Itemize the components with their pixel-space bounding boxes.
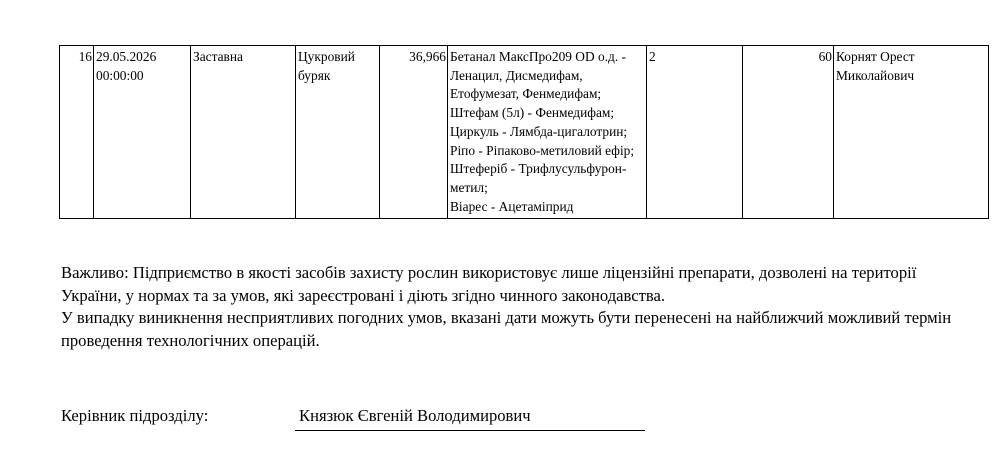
- row-operation: Заставна: [191, 46, 296, 219]
- preparation-item: Штеферіб - Трифлусульфурон-метил;: [450, 161, 627, 195]
- preparation-item: Віарес - Ацетаміприд: [450, 198, 574, 214]
- row-value: 60: [743, 46, 834, 219]
- preparation-item: Штефам (5л) - Фенмедифам;: [450, 105, 615, 121]
- row-treatment-count: 2: [647, 46, 743, 219]
- row-date-cell: [94, 46, 191, 219]
- row-date: 29.05.2026: [96, 49, 157, 64]
- notice-paragraph-weather: У випадку виникнення несприятливих погодних умов, вказані дати можуть бути перенесені на найближчий можливий термін проведення технологічних операцій.: [61, 308, 952, 350]
- signature-name: Князюк Євгеній Володимирович: [299, 406, 531, 425]
- signature-line: [295, 405, 645, 431]
- row-preparations: [448, 46, 647, 219]
- row-responsible: Корнят Орест Миколайович: [834, 46, 989, 219]
- row-area: 36,966: [380, 46, 448, 219]
- important-notice: [61, 262, 961, 352]
- operations-table: [59, 45, 989, 219]
- row-time: 00:00:00: [96, 67, 144, 83]
- signature-label: Керівник підрозділу:: [61, 406, 209, 425]
- preparation-item: Бетанал МаксПро209 OD о.д. - Ленацил, Дисмедифам, Етофумезат, Фенмедифам;: [450, 49, 627, 102]
- preparation-item: Ріпо - Ріпаково-метиловий ефір;: [450, 142, 635, 158]
- preparation-item: Циркуль - Лямбда-цигалотрин;: [450, 123, 628, 139]
- table-row: [60, 46, 989, 219]
- notice-paragraph-legal: Важливо: Підприємство в якості засобів захисту рослин використовує лише ліцензійні препарати, дозволені на території України, у нормах та за умов, які зареєстровані і діють згідно чинного законодавства.: [61, 263, 917, 305]
- row-crop: Цукровий буряк: [296, 46, 380, 219]
- row-number: 16: [60, 46, 94, 219]
